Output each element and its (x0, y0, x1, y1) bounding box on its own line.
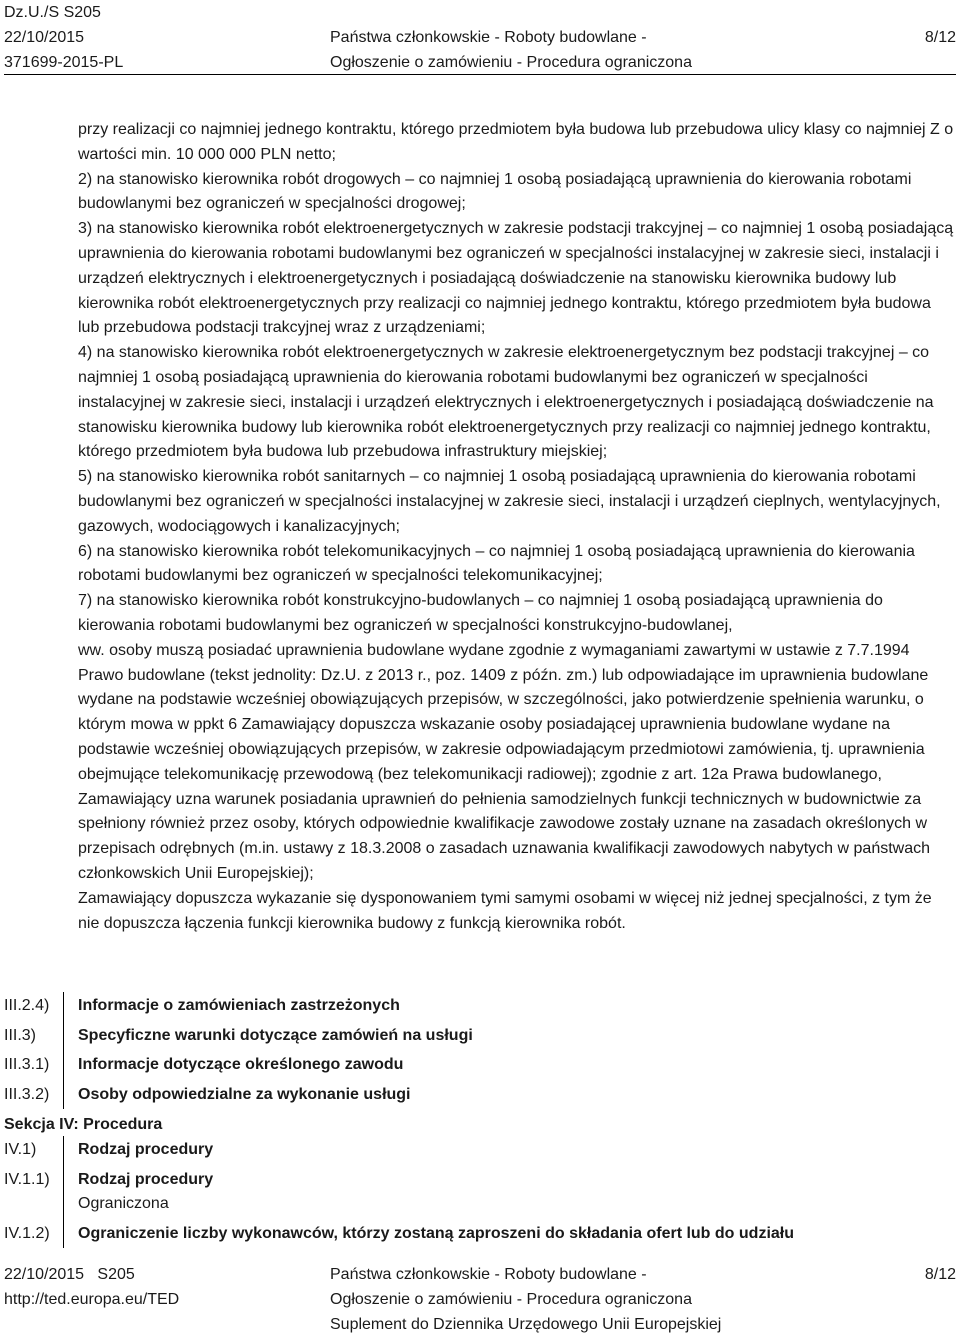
section-title: Informacje o zamówieniach zastrzeżonych (78, 997, 400, 1014)
paragraph: Zamawiający dopuszcza wykazanie się dysponowaniem tymi samymi osobami w więcej niż jednej specjalności, z tym że nie dopuszcza łączenia funkcji kierownika budowy z funkcją kierownika robót. (78, 889, 932, 932)
header-right (925, 0, 956, 50)
section-row (0, 1081, 960, 1109)
section-number: III.3.1) (4, 1056, 50, 1073)
header-page-number: 8/12 (924, 29, 956, 46)
footer-center-line-1: Ogłoszenie o zamówieniu - Procedura ograniczona (330, 1291, 692, 1308)
section-number: III.3.2) (4, 1086, 50, 1103)
paragraph: 4) na stanowisko kierownika robót elektroenergetycznych w zakresie elektroenergetycznym bez podstacji trakcyjnej – co najmniej 1 osobą posiadającą uprawnienia do kierowania robotami budowlanymi bez ograniczeń w specjalności instalacyjnej w zakresie sieci, instalacji i urządzeń elektrycznych i elektroenergetycznych i posiadającą doświadczenie na stanowisku kierownika budowy lub kierownika robót elektroenergetycznych przy realizacji co najmniej jednego kontraktu, którego przedmiotem była budowa lub przebudowa infrastruktury miejskiej; (78, 344, 934, 461)
header-center (330, 0, 730, 75)
section-row (0, 992, 960, 1020)
footer-center (330, 1262, 730, 1337)
section-number: IV.1) (4, 1141, 37, 1158)
footer-date: 22/10/2015 S205 (4, 1266, 135, 1283)
section-title: Ograniczenie liczby wykonawców, którzy zostaną zaproszeni do składania ofert lub do udziału (78, 1225, 794, 1242)
section-number: III.2.4) (4, 997, 50, 1014)
header-left (4, 0, 123, 75)
paragraph: 3) na stanowisko kierownika robót elektroenergetycznych w zakresie podstacji trakcyjnej – co najmniej 1 osobą posiadającą uprawnienia do kierowania robotami budowlanymi bez ograniczeń w specjalności instalacyjnej w zakresie sieci, instalacji i urządzeń elektrycznych i elektroenergetycznych i posiadającą doświadczenie na stanowisku kierownika budowy lub kierownika robót elektroenergetycznych przy realizacji co najmniej jednego kontraktu, którego przedmiotem była budowa lub przebudowa podstacji trakcyjnej wraz z urządzeniami; (78, 220, 954, 337)
paragraph: ww. osoby muszą posiadać uprawnienia budowlane wydane zgodnie z wymaganiami zawartymi w ustawie z 7.7.1994 Prawo budowlane (tekst jednolity: Dz.U. z 2013 r., poz. 1409 z późn. zm.) lub odpowiadające im uprawnienia budowlane wydane na podstawie wcześniej obowiązujących przepisów, w szczególności, jako potwierdzenie spełnienia warunku, o którym mowa w ppkt 6 Zamawiający dopuszcza wskazanie osoby posiadającej uprawnienia budowlane wydane na podstawie wcześniej obowiązujących przepisów, w zakresie odpowiadającym przedmiotowi zamówienia, tj. uprawnienia obejmujące telekomunikację przewodową (bez telekomunikacji radiowej); zgodnie z art. 12a Prawa budowlanego, Zamawiający uzna warunek posiadania uprawnień do pełnienia samodzielnych funkcji technicznych w budownictwie za spełniony również przez osoby, których odpowiednie kwalifikacje zawodowe zostały uznane na zasadach określonych w przepisach odrębnych (m.in. ustawy z 18.3.2008 o zasadach uznawania kwalifikacji zawodowych nabytych w państwach członkowskich Unii Europejskiej); (78, 641, 931, 882)
section-title: Informacje dotyczące określonego zawodu (78, 1056, 404, 1073)
section-number: III.3) (4, 1027, 37, 1044)
paragraph: 2) na stanowisko kierownika robót drogowych – co najmniej 1 osobą posiadającą uprawnienia do kierowania robotami budowlanymi bez ograniczeń w specjalności drogowej; (78, 170, 912, 213)
body-text (78, 118, 956, 936)
header-center-line-0 (330, 0, 730, 25)
header-date: 22/10/2015 (4, 29, 85, 46)
section-iv-heading: Sekcja IV: Procedura (4, 1116, 163, 1133)
section-row (0, 1022, 960, 1050)
footer-left (4, 1262, 179, 1312)
footer-center-line-0: Państwa członkowskie - Roboty budowlane - (330, 1266, 647, 1283)
section-title: Specyficzne warunki dotyczące zamówień na usługi (78, 1027, 473, 1044)
procedure-value: Ograniczona (78, 1195, 169, 1212)
section-number: IV.1.1) (4, 1171, 50, 1188)
header-journal-ref: Dz.U./S S205 (4, 4, 101, 21)
section-value-row (0, 1190, 960, 1218)
section-number: IV.1.2) (4, 1225, 50, 1242)
section-title: Rodzaj procedury (78, 1171, 214, 1188)
paragraph: 6) na stanowisko kierownika robót telekomunikacyjnych – co najmniej 1 osobą posiadającą uprawnienia do kierowania robotami budowlanymi bez ograniczeń w specjalności telekomunikacyjnej; (78, 542, 915, 585)
header-rule (4, 74, 956, 75)
section-title: Rodzaj procedury (78, 1141, 214, 1158)
paragraph: przy realizacji co najmniej jednego kontraktu, którego przedmiotem była budowa lub przebudowa ulicy klasy co najmniej Z o wartości min. 10 000 000 PLN netto; (78, 121, 954, 163)
footer-right (925, 1262, 956, 1287)
footer-url: http://ted.europa.eu/TED (4, 1291, 180, 1308)
footer-page-number: 8/12 (924, 1266, 956, 1283)
paragraph: 7) na stanowisko kierownika robót konstrukcyjno-budowlanych – co najmniej 1 osobą posiadającą uprawnienia do kierowania robotami budowlanymi bez ograniczeń w specjalności konstrukcyjno-budowlanej, (78, 592, 883, 634)
section-row (0, 1136, 960, 1164)
header-center-line-2: Ogłoszenie o zamówieniu - Procedura ograniczona (330, 54, 692, 71)
paragraph: 5) na stanowisko kierownika robót sanitarnych – co najmniej 1 osobą posiadającą uprawnienia do kierowania robotami budowlanymi bez ograniczeń w specjalności instalacyjnej w zakresie sieci, instalacji i urządzeń cieplnych, wentylacyjnych, gazowych, wodociągowych i kanalizacyjnych; (78, 468, 941, 535)
section-row (0, 1220, 960, 1248)
section-row (0, 1051, 960, 1079)
header-center-line-1: Państwa członkowskie - Roboty budowlane - (330, 29, 647, 46)
section-title: Osoby odpowiedzialne za wykonanie usługi (78, 1086, 411, 1103)
footer-center-line-2: Suplement do Dziennika Urzędowego Unii Europejskiej (330, 1316, 722, 1333)
header-notice-id: 371699-2015-PL (4, 54, 124, 71)
